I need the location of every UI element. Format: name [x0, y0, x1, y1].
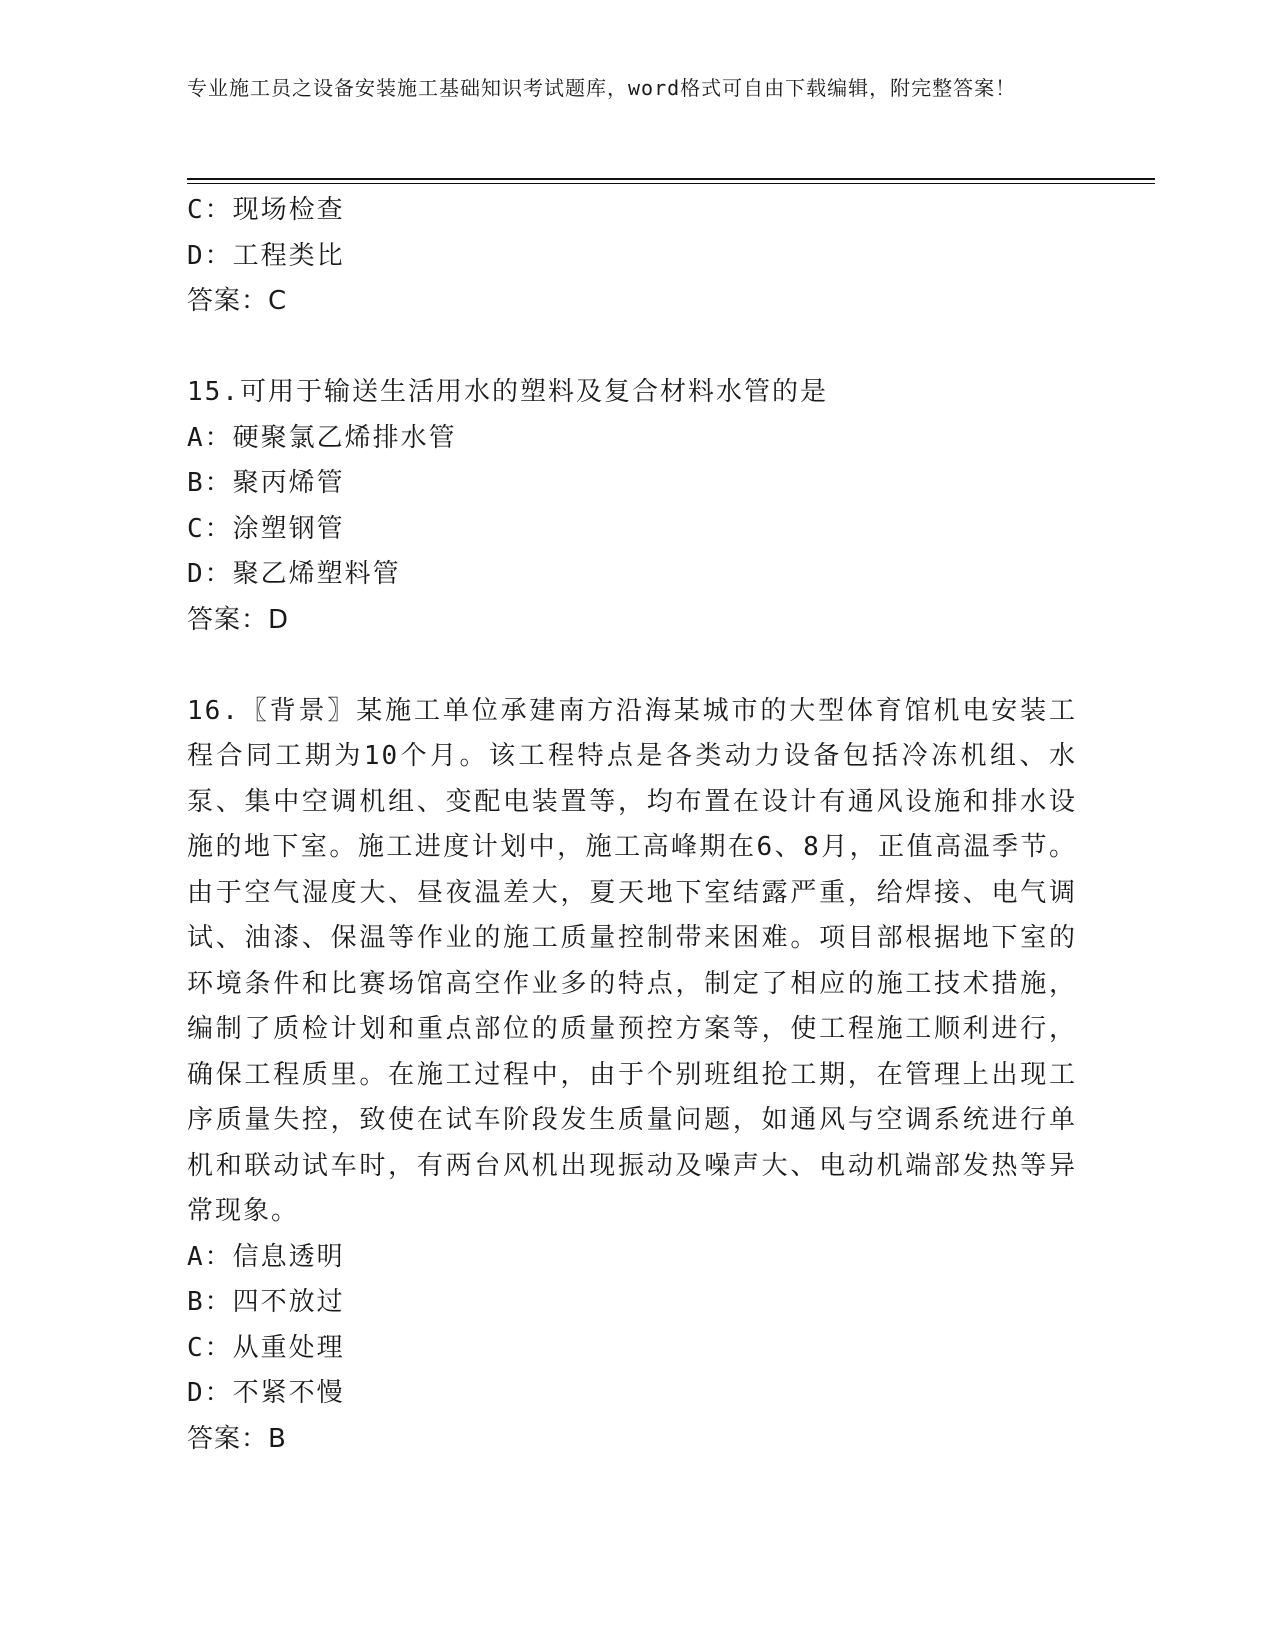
- q15-answer: 答案：D: [187, 604, 290, 635]
- option-c: C：现场检查: [187, 195, 345, 225]
- option-d: D：工程类比: [187, 240, 345, 271]
- question-16-stem: 16.〖背景〗某施工单位承建南方沿海某城市的大型体育馆机电安装工程合同工期为10个月。该工程特点是各类动力设备包括冷冻机组、水泵、集中空调机组、变配电装置等，均布置在设计有通风设施和排水设施的地下室。施工进度计划中，施工高峰期在6、8月，正值高温季节。由于空气湿度大、昼夜温差大，夏天地下室结露严重，给焊接、电气调试、油漆、保温等作业的施工质量控制带来困难。项目部根据地下室的环境条件和比赛场馆高空作业多的特点，制定了相应的施工技术措施，编制了质检计划和重点部位的质量预控方案等，使工程施工顺利进行，确保工程质里。在施工过程中，由于个别班组抢工期，在管理上出现工序质量失控，致使在试车阶段发生质量问题，如通风与空调系统进行单机和联动试车时，有两台风机出现振动及噪声大、电动机端部发热等异常现象。: [187, 695, 1077, 1226]
- q15-option-c: C：涂塑钢管: [187, 513, 345, 544]
- header-rule-thick: [187, 178, 1155, 180]
- question-15-stem: 15.可用于输送生活用水的塑料及复合材料水管的是: [187, 377, 828, 407]
- header-rule-thin: [187, 183, 1155, 184]
- q16-option-c: C：从重处理: [187, 1332, 345, 1363]
- q16-option-b: B：四不放过: [187, 1287, 345, 1317]
- page-header: 专业施工员之设备安装施工基础知识考试题库，word格式可自由下载编辑，附完整答案！: [187, 76, 1017, 100]
- q16-option-a: A：信息透明: [187, 1241, 345, 1272]
- question-content: [187, 188, 1087, 1462]
- spacer: [187, 325, 1087, 371]
- q16-answer: 答案：B: [187, 1423, 287, 1454]
- q15-option-a: A：硬聚氯乙烯排水管: [187, 422, 457, 453]
- q16-option-d: D：不紧不慢: [187, 1378, 345, 1408]
- q15-option-b: B：聚丙烯管: [187, 468, 345, 498]
- q15-option-d: D：聚乙烯塑料管: [187, 559, 401, 589]
- answer-line: 答案：C: [187, 286, 288, 316]
- spacer: [187, 643, 1087, 689]
